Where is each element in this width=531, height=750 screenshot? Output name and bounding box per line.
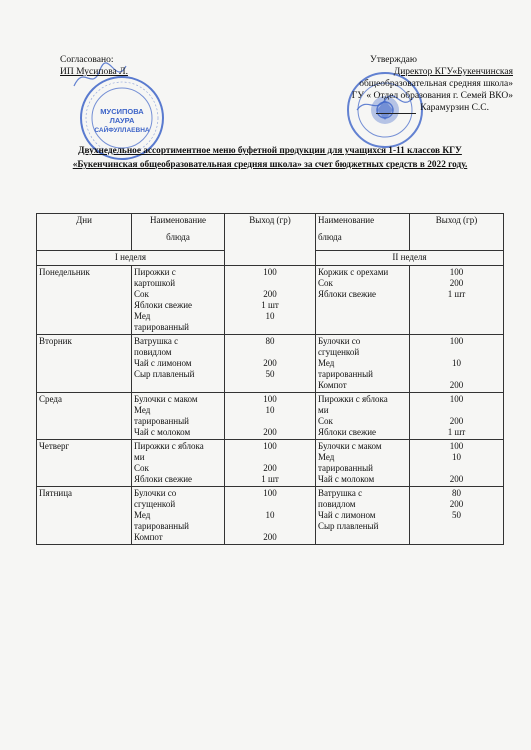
output-line: 200	[263, 358, 277, 368]
dish-line: повидлом	[318, 499, 356, 509]
dish-line: тарированный	[134, 521, 189, 531]
dish-line: Чай с молоком	[318, 474, 375, 484]
dish-line: Пирожки с	[134, 267, 176, 277]
header-days: Дни	[37, 214, 132, 251]
dish-line: Сок	[134, 463, 149, 473]
dish-line: Сыр плавленый	[134, 369, 195, 379]
week-2-dishes	[316, 266, 410, 335]
week-2-outputs	[410, 487, 504, 545]
dish-line: Яблоки свежие	[318, 427, 377, 437]
output-line: 10	[265, 510, 275, 520]
dish-line: Булочки со	[134, 488, 177, 498]
week-2-dishes	[316, 440, 410, 487]
approval-right-signature-line	[263, 102, 489, 114]
dish-line: Сок	[134, 289, 149, 299]
dish-line: ми	[318, 405, 329, 415]
dish-line: Яблоки свежие	[134, 300, 193, 310]
output-line: 50	[265, 369, 275, 379]
output-line: 100	[449, 394, 464, 404]
output-line	[227, 452, 313, 463]
week-2-outputs	[410, 266, 504, 335]
output-line: 200	[263, 532, 277, 542]
output-line: 1 шт	[261, 474, 279, 484]
week-1-dishes	[132, 266, 225, 335]
output-line	[412, 521, 501, 532]
dish-line: Сок	[318, 278, 333, 288]
week-1-outputs	[225, 266, 316, 335]
menu-table	[36, 213, 504, 545]
approval-left-label: Согласовано:	[60, 55, 114, 65]
header-dish-name-1b: блюда	[166, 232, 190, 242]
output-line: 10	[265, 405, 275, 415]
dish-line: Мед	[134, 405, 151, 415]
approval-right-line1: Директор КГУ«Букенчинская	[393, 67, 513, 77]
dish-line: Булочки с маком	[318, 441, 382, 451]
table-row	[37, 393, 504, 440]
document-title	[20, 144, 520, 172]
output-line: 100	[449, 441, 464, 451]
output-line: 100	[263, 394, 277, 404]
dish-line: Мед	[134, 311, 151, 321]
dish-line: Ватрушка с	[134, 336, 179, 346]
menu-body	[37, 266, 504, 545]
week-1-dishes	[132, 440, 225, 487]
approval-right-name: Карамурзин С.С.	[420, 103, 489, 113]
header-dish-name-1a: Наименование	[149, 215, 207, 225]
output-line	[227, 278, 313, 289]
dish-line: Булочки со	[318, 336, 361, 346]
dish-line: тарированный	[318, 369, 373, 379]
output-line: 80	[452, 488, 461, 498]
output-line: 100	[263, 441, 277, 451]
week-2-outputs	[410, 440, 504, 487]
output-line: 100	[449, 336, 464, 346]
output-line	[412, 463, 501, 474]
title-line-1: Двухнедельное ассортиментное меню буфетной продукции для учащихся 1-11 классов КГУ	[78, 146, 462, 156]
dish-line: Мед	[134, 510, 151, 520]
dish-line: Пирожки с яблока	[134, 441, 204, 451]
output-line: 200	[263, 289, 277, 299]
dish-line: сгущенкой	[318, 347, 360, 357]
output-line: 1 шт	[447, 289, 466, 299]
day-cell: Среда	[37, 393, 132, 440]
output-line	[412, 347, 501, 358]
title-line-2: «Букенчинская общеобразовательная средняя школа» за счет бюджетных средств в 2022 году.	[72, 160, 468, 170]
approval-right-line3: ГУ « Отдел образования г. Семей ВКО»	[351, 91, 513, 101]
output-line: 1 шт	[261, 300, 279, 310]
week-2-outputs	[410, 393, 504, 440]
approval-left-name: ИП Мусипова Л.	[60, 67, 128, 77]
output-line: 200	[449, 474, 464, 484]
dish-line: Чай с молоком	[134, 427, 191, 437]
week-1-dishes	[132, 393, 225, 440]
output-line: 80	[265, 336, 275, 346]
dish-line: сгущенкой	[134, 499, 176, 509]
dish-line: Чай с лимоном	[134, 358, 192, 368]
header-output-1: Выход (гр)	[225, 214, 316, 266]
dish-line: Яблоки свежие	[134, 474, 193, 484]
output-line: 100	[263, 488, 277, 498]
week-2-dishes	[316, 335, 410, 393]
approval-left	[60, 54, 128, 78]
output-line: 10	[265, 311, 275, 321]
table-header-row	[37, 214, 504, 251]
day-cell: Понедельник	[37, 266, 132, 335]
output-line: 100	[263, 267, 277, 277]
dish-line: повидлом	[134, 347, 172, 357]
dish-line: Ватрушка с	[318, 488, 363, 498]
seal-name-1: МУСИПОВА	[100, 107, 144, 116]
dish-line: тарированный	[318, 463, 373, 473]
output-line: 100	[449, 267, 464, 277]
day-cell: Вторник	[37, 335, 132, 393]
week-1-dishes	[132, 487, 225, 545]
header-dish-name-2	[316, 214, 410, 251]
output-line	[412, 405, 501, 416]
seal-name-3: САЙФУЛЛАЕВНА	[94, 127, 150, 134]
week-2-label: II неделя	[316, 251, 504, 266]
approval-right-label: Утверждаю	[370, 55, 417, 65]
table-row	[37, 487, 504, 545]
dish-line: Сыр плавленый	[318, 521, 379, 531]
approval-right	[263, 54, 513, 114]
table-row	[37, 440, 504, 487]
output-line	[227, 416, 313, 427]
week-2-dishes	[316, 487, 410, 545]
dish-line: Яблоки свежие	[318, 289, 377, 299]
output-line: 200	[449, 278, 464, 288]
dish-line: Булочки с маком	[134, 394, 198, 404]
output-line: 10	[452, 452, 461, 462]
dish-line: Компот	[318, 380, 347, 390]
week-1-outputs	[225, 440, 316, 487]
output-line: 200	[449, 416, 464, 426]
week-1-dishes	[132, 335, 225, 393]
signature-underline	[376, 113, 416, 114]
output-line: 200	[263, 463, 277, 473]
output-line: 200	[449, 380, 464, 390]
week-1-outputs	[225, 487, 316, 545]
output-line	[227, 322, 313, 333]
week-1-outputs	[225, 335, 316, 393]
dish-line: Мед	[318, 358, 335, 368]
dish-line: Чай с лимоном	[318, 510, 376, 520]
header-dish-name-2a: Наименование	[318, 215, 375, 225]
week-1-outputs	[225, 393, 316, 440]
week-2-dishes	[316, 393, 410, 440]
week-2-outputs	[410, 335, 504, 393]
output-line: 1 шт	[447, 427, 466, 437]
output-line	[412, 369, 501, 380]
dish-line: Пирожки с яблока	[318, 394, 388, 404]
output-line	[227, 521, 313, 532]
approval-right-line2: общеобразовательная средняя школа»	[359, 79, 513, 89]
table-row	[37, 335, 504, 393]
dish-line: Коржик с орехами	[318, 267, 389, 277]
dish-line: Компот	[134, 532, 163, 542]
output-line: 50	[452, 510, 461, 520]
day-cell: Пятница	[37, 487, 132, 545]
dish-line: Сок	[318, 416, 333, 426]
seal-name-2: ЛАУРА	[109, 116, 135, 125]
output-line: 200	[449, 499, 464, 509]
dish-line: картошкой	[134, 278, 176, 288]
dish-line: тарированный	[134, 322, 189, 332]
header-dish-name-1	[132, 214, 225, 251]
dish-line: ми	[134, 452, 145, 462]
output-line	[227, 347, 313, 358]
output-line: 200	[263, 427, 277, 437]
dish-line: тарированный	[134, 416, 189, 426]
header-output-2: Выход (гр)	[410, 214, 504, 251]
day-cell: Четверг	[37, 440, 132, 487]
output-line: 10	[452, 358, 461, 368]
output-line	[227, 499, 313, 510]
table-row	[37, 266, 504, 335]
header-dish-name-2b: блюда	[318, 232, 342, 242]
week-1-label: I неделя	[37, 251, 225, 266]
dish-line: Мед	[318, 452, 335, 462]
